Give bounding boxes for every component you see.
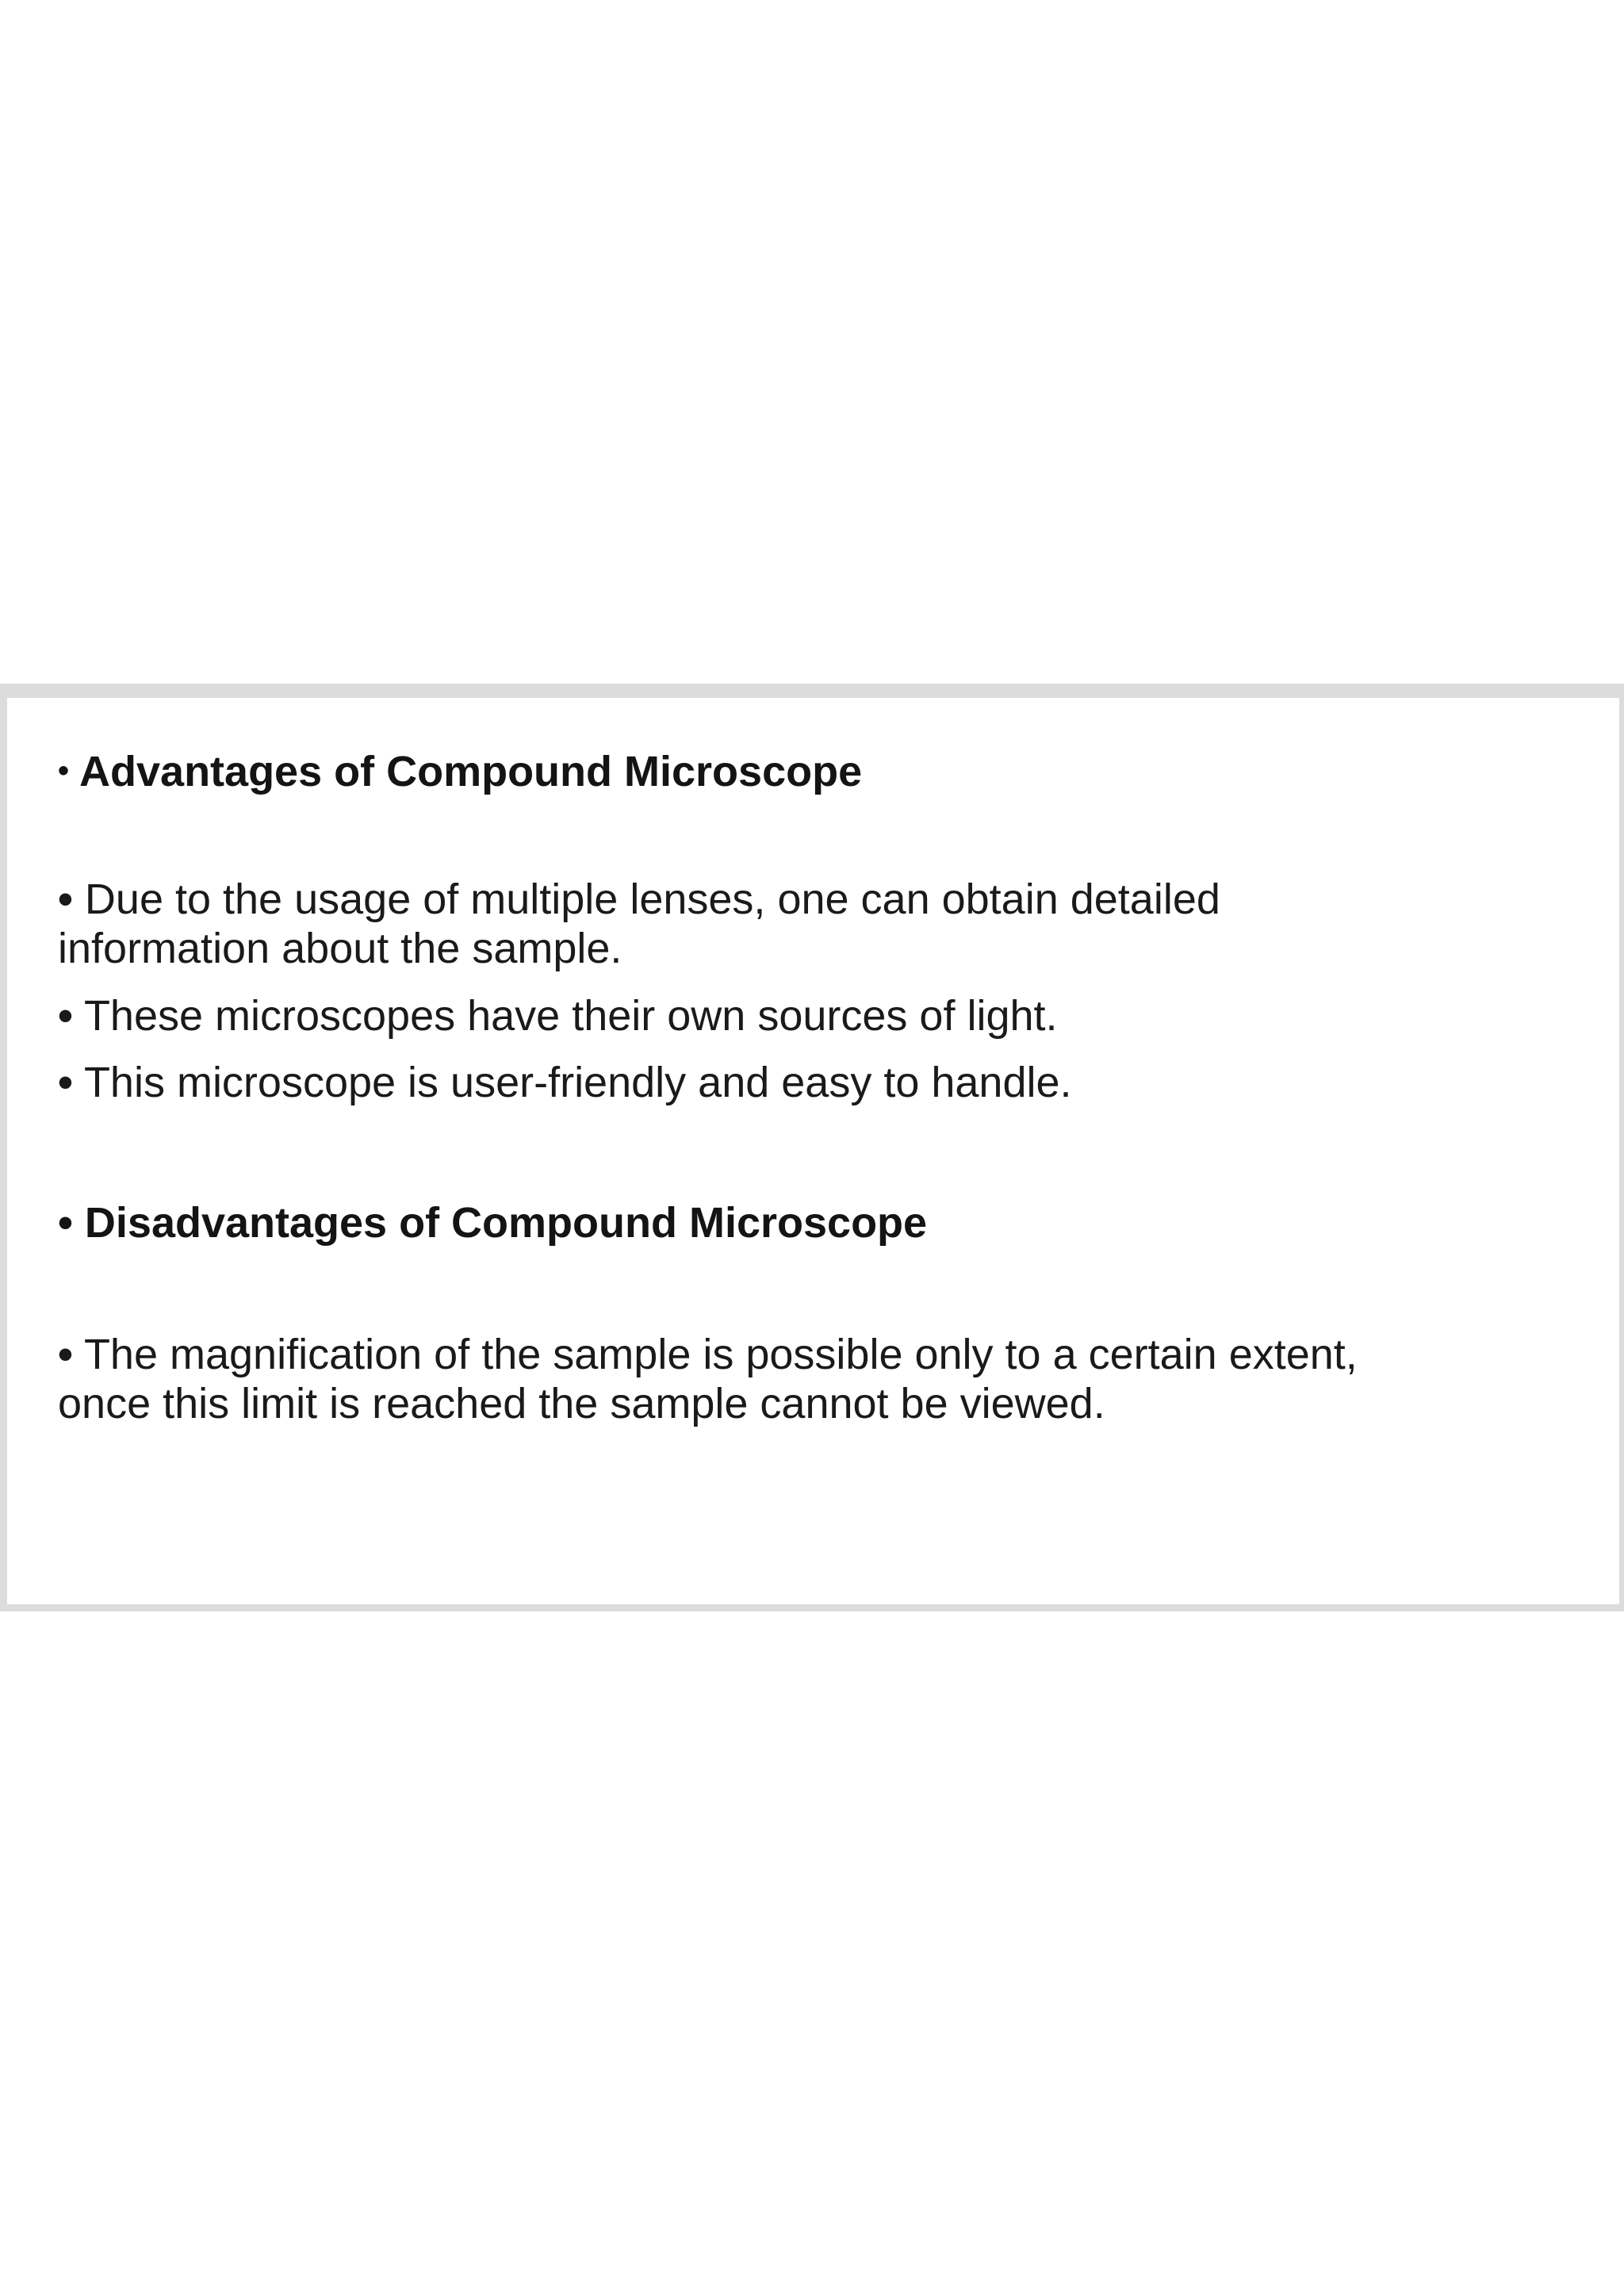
bullet-icon: • — [58, 1059, 73, 1106]
advantage-item — [58, 1058, 1072, 1107]
bullet-icon: • — [58, 992, 73, 1040]
bullet-icon: • — [58, 1331, 73, 1378]
advantage-item — [58, 875, 1406, 973]
disadvantage-item-text: The magnification of the sample is possible only to a certain extent, once this limit is reached the sample cannot be viewed. — [58, 1331, 1358, 1427]
disadvantages-heading — [58, 1197, 927, 1248]
bullet-icon: • — [58, 1199, 73, 1247]
advantage-item-text: Due to the usage of multiple lenses, one can obtain detailed information about the sample. — [58, 875, 1220, 972]
slide-panel — [0, 684, 1624, 1611]
advantage-item-text: These microscopes have their own sources of light. — [83, 992, 1058, 1040]
disadvantages-title: Disadvantages of Compound Microscope — [84, 1199, 928, 1247]
bullet-icon: • — [58, 875, 73, 923]
bullet-icon: • — [58, 753, 70, 788]
disadvantage-item — [58, 1330, 1406, 1428]
advantage-item — [58, 991, 1058, 1040]
advantage-item-text: This microscope is user-friendly and easy to handle. — [83, 1059, 1072, 1106]
advantages-heading — [58, 745, 862, 797]
advantages-title: Advantages of Compound Microscope — [79, 748, 863, 795]
